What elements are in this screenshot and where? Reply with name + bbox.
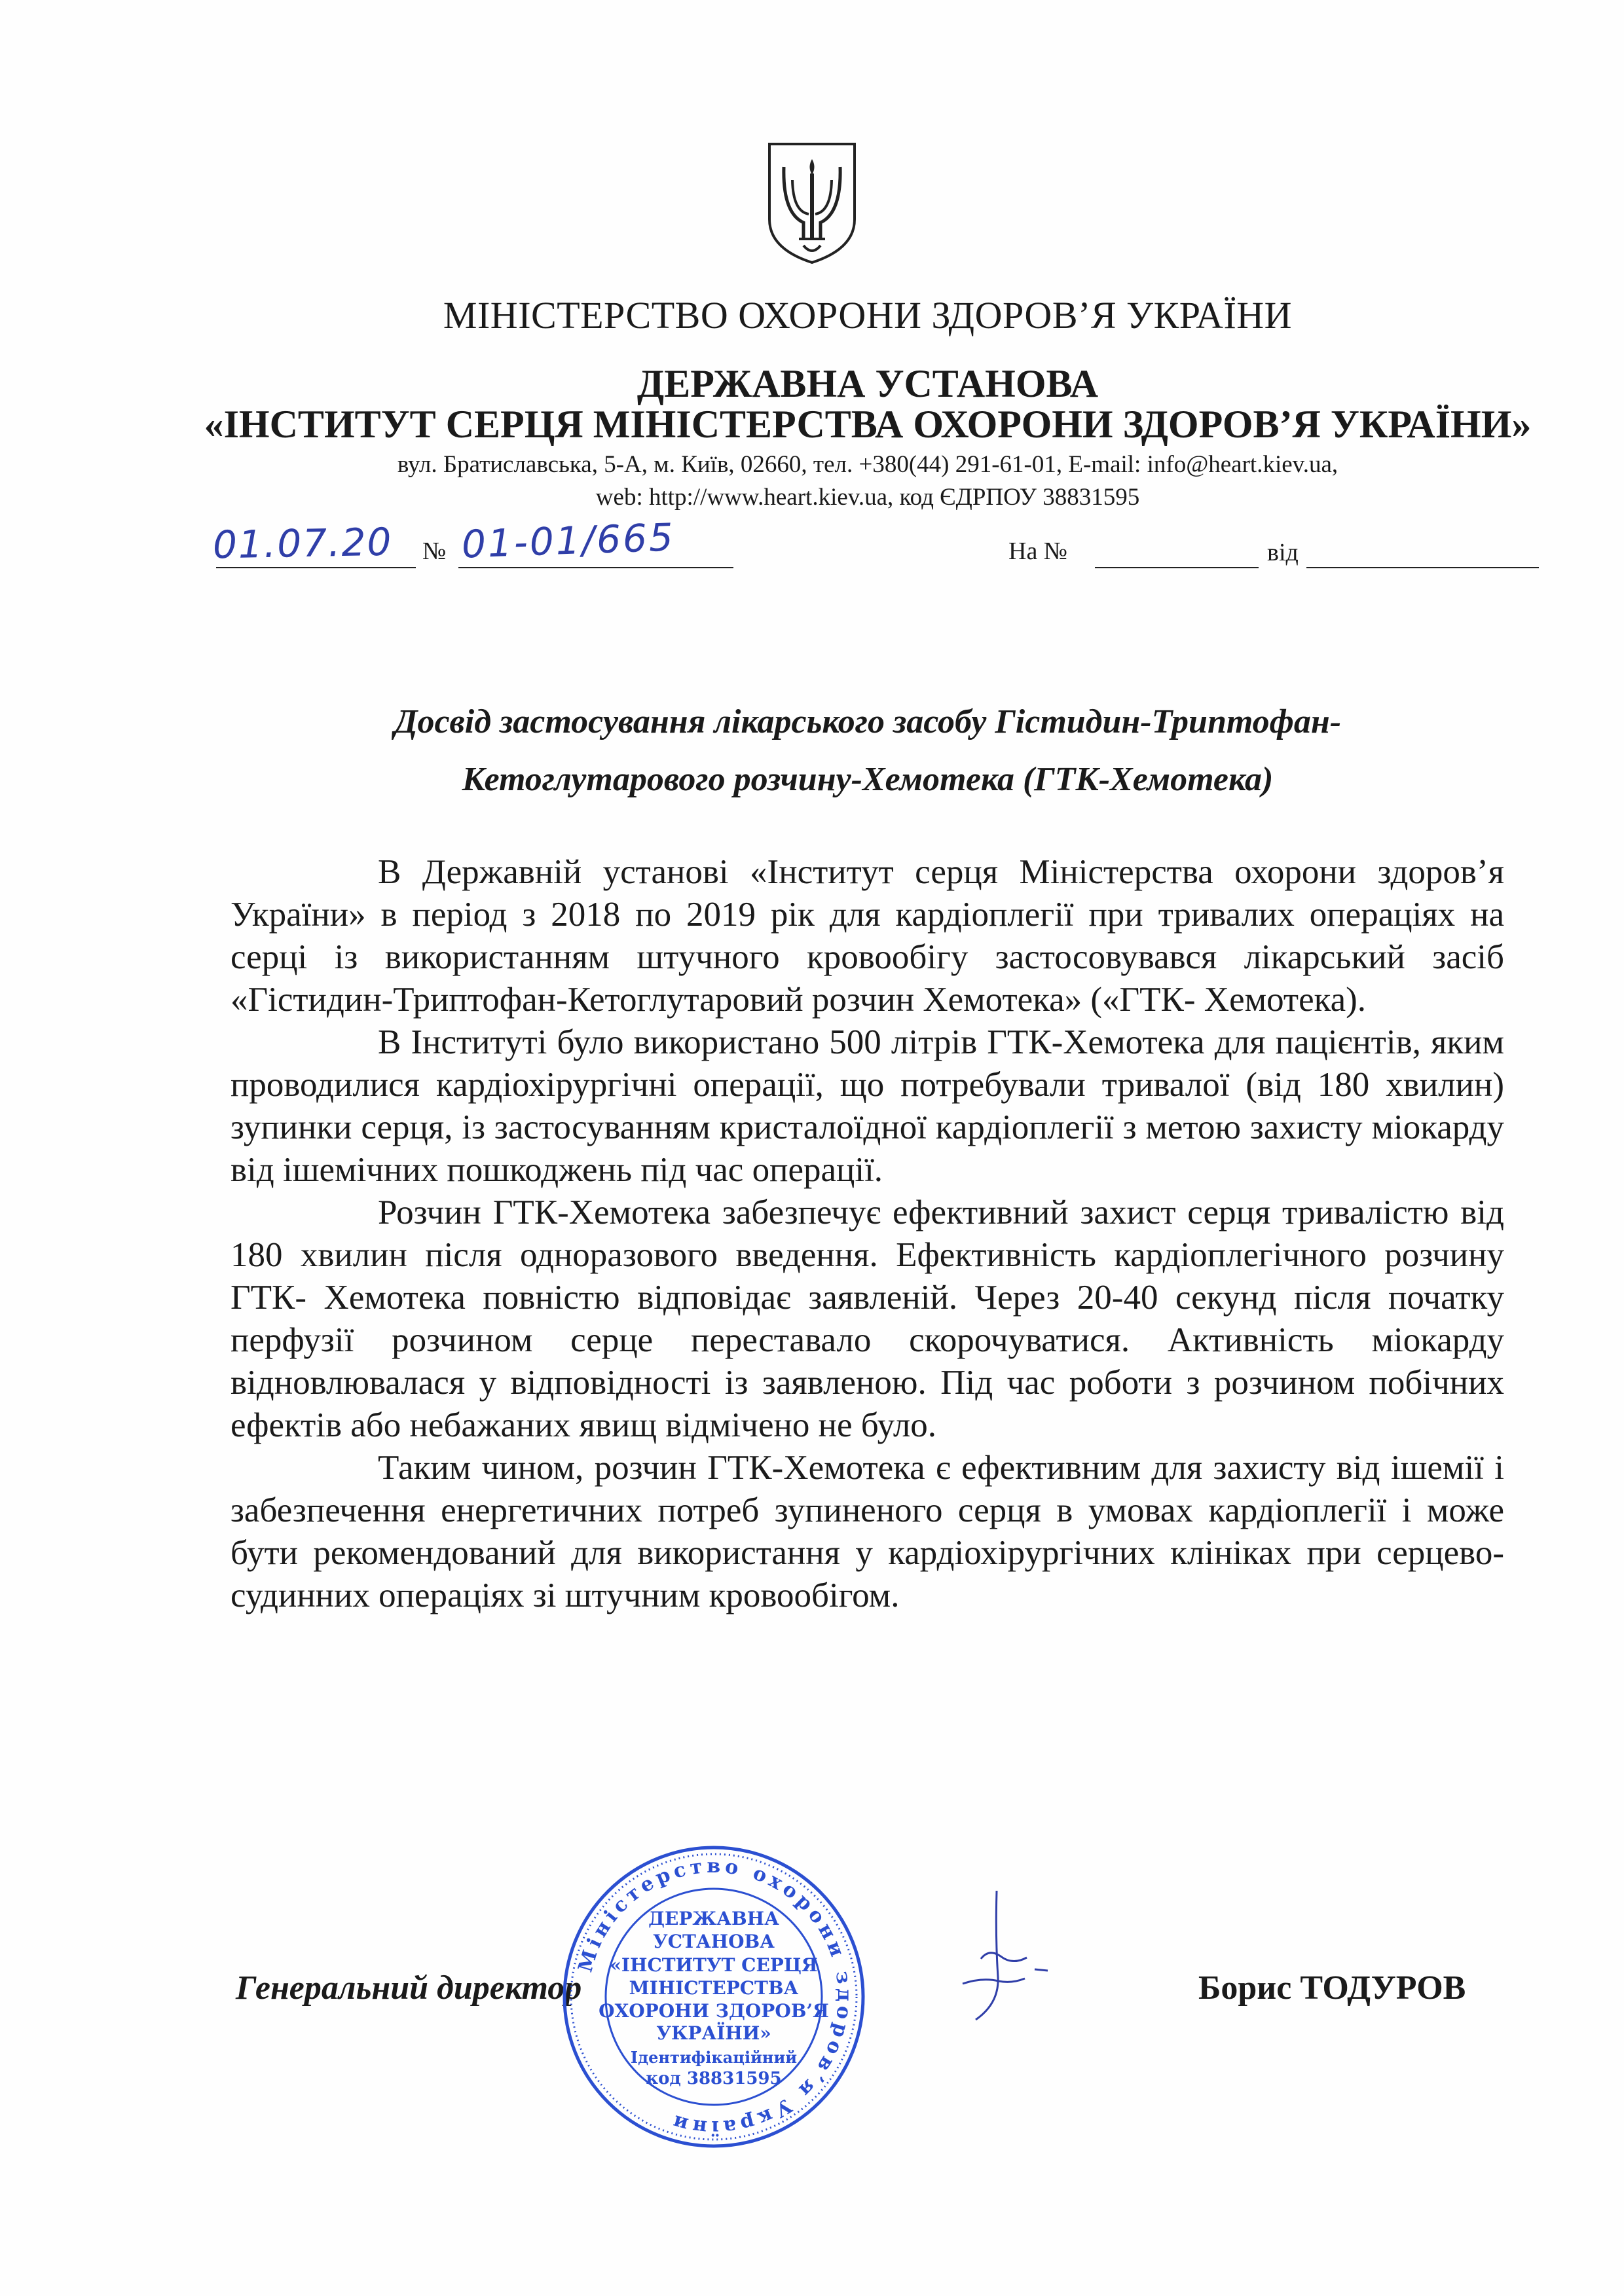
number-label: №	[422, 538, 447, 565]
seal-line: ДЕРЖАВНА	[648, 1908, 779, 1929]
reply-to-underline	[1095, 567, 1259, 568]
address-line-2: web: http://www.heart.kiev.ua, код ЄДРПОУ 38831595	[595, 484, 1140, 511]
outgoing-number: 01-01/665	[460, 515, 676, 567]
seal-line: ОХОРОНИ ЗДОРОВ’Я	[599, 2000, 829, 2022]
seal-line: код 38831595	[646, 2069, 782, 2088]
seal-ring-text: Міністерство охорони здоров’я України	[574, 1854, 857, 2140]
from-underline	[1306, 567, 1539, 568]
letter-body	[231, 851, 1504, 1617]
seal-line: УКРАЇНИ»	[656, 2022, 771, 2044]
trident-emblem-icon	[763, 141, 861, 265]
signatory-name: Борис ТОДУРОВ	[1198, 1969, 1466, 2007]
reply-to-label: На №	[1008, 538, 1068, 565]
document-title-line-1: Досвід застосування лікарського засобу Гістидин-Триптофан-	[394, 703, 1342, 740]
institution-type: ДЕРЖАВНА УСТАНОВА	[637, 362, 1099, 405]
handwritten-signature-icon	[950, 1886, 1054, 2030]
outgoing-date: 01.07.20	[212, 519, 393, 568]
institution-seal-icon	[560, 1843, 868, 2151]
document-title-line-2: Кетоглутарового розчину-Хемотека (ГТК-Хемотека)	[462, 761, 1274, 798]
seal-line: МІНІСТЕРСТВА	[629, 1977, 799, 1999]
date-underline	[216, 567, 416, 568]
address-line-1: вул. Братиславська, 5-А, м. Київ, 02660, тел. +380(44) 291-61-01, E-mail: info@heart.kiev.ua,	[397, 451, 1338, 478]
body-paragraph: Таким чином, розчин ГТК-Хемотека є ефективним для захисту від ішемії і забезпечення енергетичних потреб зупиненого серця в умовах кардіоплегії і може бути рекомендований для використання у кардіохірургічних клініках при серцево-судинних операціях зі штучним кровообігом.	[231, 1449, 1504, 1614]
ministry-name: МІНІСТЕРСТВО ОХОРОНИ ЗДОРОВ’Я УКРАЇНИ	[443, 294, 1293, 337]
seal-line: «ІНСТИТУТ СЕРЦЯ	[610, 1954, 818, 1976]
body-paragraph: В Державній установі «Інститут серця Міністерства охорони здоров’я України» в період з 2018 по 2019 рік для кардіоплегії при тривалих операціях на серці із використанням штучного кровообігу застосовувався лікарський засіб «Гістидин-Триптофан-Кетоглутаровий розчин Хемотека» («ГТК- Хемотека).	[231, 853, 1504, 1019]
seal-line: Ідентифікаційний	[630, 2048, 798, 2067]
from-label: від	[1267, 539, 1299, 566]
body-paragraph: В Інституті було використано 500 літрів ГТК-Хемотека для пацієнтів, яким проводилися кардіохірургічні операції, що потребували тривалої (від 180 хвилин) зупинки серця, із застосуванням кристалоїдної кардіоплегії з метою захисту міокарду від ішемічних пошкоджень під час операції.	[231, 1023, 1504, 1189]
seal-line: УСТАНОВА	[653, 1931, 775, 1952]
institution-name: «ІНСТИТУТ СЕРЦЯ МІНІСТЕРСТВА ОХОРОНИ ЗДОРОВ’Я УКРАЇНИ»	[204, 403, 1532, 446]
signatory-position: Генеральний директор	[236, 1969, 582, 2007]
number-underline	[458, 567, 733, 568]
body-paragraph: Розчин ГТК-Хемотека забезпечує ефективний захист серця тривалістю від 180 хвилин після одноразового введення. Ефективність кардіоплегічного розчину ГТК- Хемотека повністю відповідає заявленій. Через 20-40 секунд після початку перфузії розчином серце переставало скорочуватися. Активність міокарду відновлювалася у відповідності із заявленою. Під час роботи з розчином побічних ефектів або небажаних явищ відмічено не було.	[231, 1194, 1504, 1444]
